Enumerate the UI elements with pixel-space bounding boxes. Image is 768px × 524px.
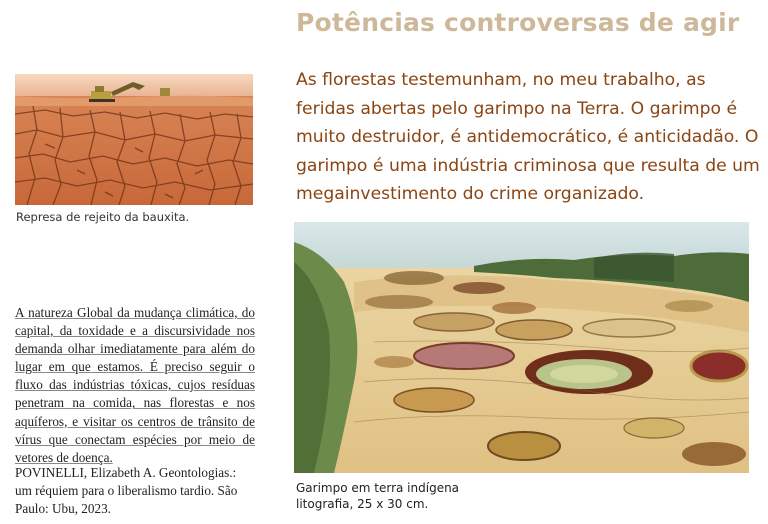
artwork-caption	[296, 481, 459, 512]
artwork-caption-title: Garimpo em terra indígena	[296, 481, 460, 495]
bauxite-tailings-photo	[15, 74, 253, 205]
lithograph-artwork	[294, 222, 749, 473]
artwork-caption-details: litografia, 25 x 30 cm.	[296, 496, 429, 511]
body-text: A natureza Global da mudança climática, do capital, da toxidade e a discursividade nos demanda olhar imediatamente para além do lugar em que estamos. É preciso seguir o fluxo das indústrias tóxicas, cujos resíduas penetram na comida, nas florestas e nos aquíferos, e visitar os centros de trânsito de vírus que conectam espécies por meio de vetores de doença.	[15, 305, 255, 465]
bibliographic-reference: POVINELLI, Elizabeth A. Geontologias.: um réquiem para o liberalismo tardio. São Paulo: Ubu, 2023.	[15, 465, 238, 516]
page-title: Potências controversas de agir	[296, 8, 740, 37]
pull-quote: As florestas testemunham, no meu trabalho, as feridas abertas pelo garimpo na Terra. O garimpo é muito destruidor, é antidemocrático, é anticidadão. O garimpo é uma indústria criminosa que resulta de um megainvestimento do crime organizado.	[296, 70, 760, 204]
photo-caption: Represa de rejeito da bauxita.	[16, 210, 190, 224]
